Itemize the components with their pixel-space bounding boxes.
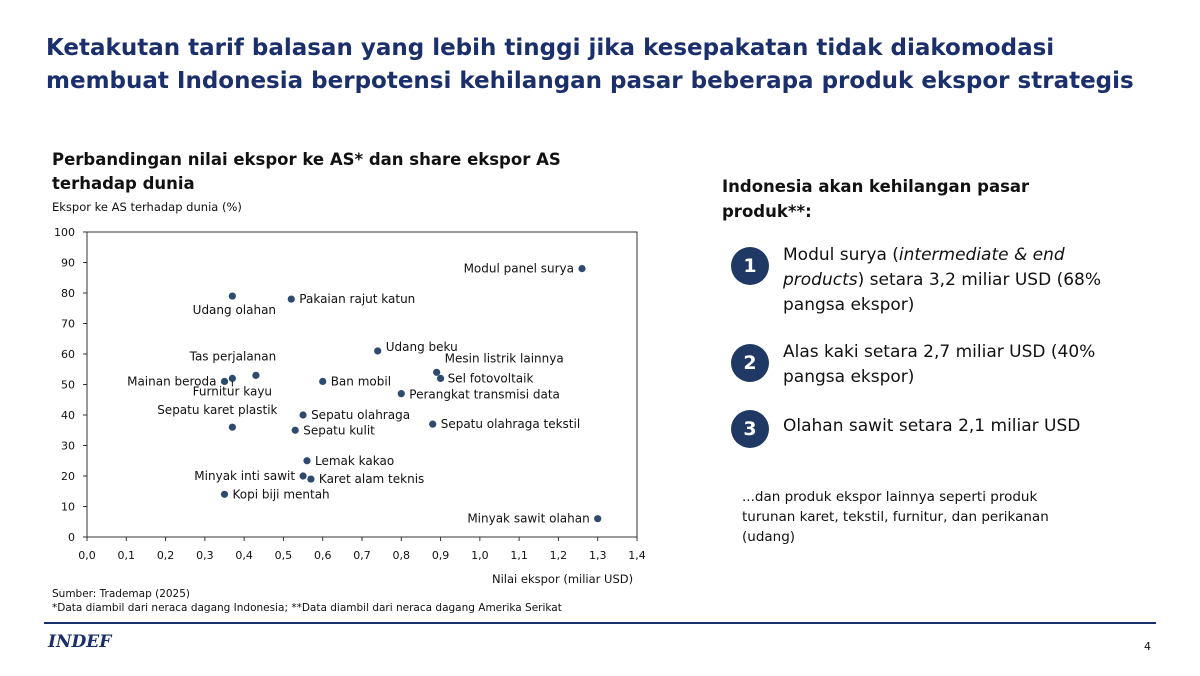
- scatter-point: [292, 427, 299, 434]
- page-title-line-2: membuat Indonesia berpotensi kehilangan pasar beberapa produk ekspor strategis: [46, 68, 1134, 94]
- loss-item-1-text-italic: intermediate & end products: [783, 245, 1065, 290]
- page-number: 4: [1144, 640, 1151, 653]
- other-products-note: ...dan produk ekspor lainnya seperti produk turunan karet, tekstil, furnitur, dan perikanan (udang): [742, 489, 1049, 545]
- loss-item-1-text-a: Modul surya (: [783, 245, 899, 265]
- panel-title: [722, 174, 1082, 224]
- scatter-point: [594, 515, 601, 522]
- point-label: Sepatu olahraga: [311, 408, 411, 422]
- loss-item-1-text: [783, 243, 1123, 318]
- y-tick-label: 0: [68, 531, 75, 544]
- scatter-point: [433, 369, 440, 376]
- scatter-point: [299, 472, 306, 479]
- scatter-point: [398, 390, 405, 397]
- point-label: Udang beku: [385, 339, 458, 354]
- x-tick-label: 1,0: [471, 549, 489, 562]
- loss-item-2: [731, 340, 1123, 390]
- loss-item-3-text: Olahan sawit setara 2,1 miliar USD: [783, 416, 1081, 436]
- y-tick-label: 90: [61, 256, 75, 270]
- point-label: Mesin listrik lainnya: [444, 351, 564, 366]
- source-note: Sumber: Trademap (2025): [52, 588, 191, 600]
- point-label: Lemak kakao: [315, 453, 395, 468]
- x-tick-label: 0,1: [117, 549, 136, 562]
- y-tick-label: 70: [61, 317, 75, 331]
- scatter-point: [437, 375, 444, 382]
- number-badge-3: 3: [731, 410, 769, 448]
- scatter-point: [229, 292, 236, 299]
- x-axis-label: Nilai ekspor (miliar USD): [492, 572, 634, 586]
- point-label: Sel fotovoltaik: [447, 371, 534, 386]
- footnote: *Data diambil dari neraca dagang Indonesia; **Data diambil dari neraca dagang Amerika Serikat: [52, 602, 562, 614]
- x-tick-label: 0,7: [353, 549, 371, 562]
- x-tick-label: 0,0: [78, 549, 96, 562]
- number-badge-1: 1: [731, 247, 769, 285]
- panel-title-line-2: produk**:: [722, 202, 812, 221]
- y-tick-label: 80: [61, 287, 75, 300]
- point-label: Ban mobil: [330, 374, 392, 389]
- x-tick-label: 0,5: [274, 549, 293, 562]
- point-label: Furnitur kayu: [192, 384, 273, 399]
- x-tick-label: 0,6: [313, 549, 332, 562]
- point-label: Sepatu kulit: [303, 423, 375, 438]
- y-axis-label: Ekspor ke AS terhadap dunia (%): [52, 200, 242, 214]
- point-label: Udang olahan: [192, 303, 277, 318]
- scatter-chart: [0, 0, 660, 580]
- loss-item-2-text: Alas kaki setara 2,7 miliar USD (40% pangsa ekspor): [783, 342, 1096, 387]
- scatter-point: [299, 411, 306, 418]
- x-tick-label: 0,2: [156, 549, 175, 562]
- x-tick-label: 1,3: [588, 549, 607, 562]
- loss-item-1-text-b: ) setara 3,2 miliar USD (68% pangsa ekspor): [783, 270, 1101, 315]
- scatter-point: [229, 424, 236, 431]
- x-tick-label: 0,8: [392, 549, 411, 562]
- x-tick-label: 0,9: [431, 549, 450, 562]
- x-tick-label: 0,4: [235, 549, 253, 562]
- y-tick-label: 60: [61, 348, 75, 361]
- scatter-point: [221, 491, 228, 498]
- point-label: Perangkat transmisi data: [409, 387, 560, 402]
- number-badge-2: 2: [731, 344, 769, 382]
- point-label: Mainan beroda: [127, 374, 217, 389]
- y-tick-label: 10: [61, 500, 75, 514]
- y-tick-label: 50: [61, 378, 75, 392]
- loss-item-3: [731, 410, 1123, 448]
- x-tick-label: 1,2: [549, 549, 568, 562]
- page-title-line-1: Ketakutan tarif balasan yang lebih tinggi jika kesepakatan tidak diakomodasi: [46, 35, 1055, 61]
- point-label: Karet alam teknis: [318, 472, 425, 487]
- chart-title-line-1: Perbandingan nilai ekspor ke AS* dan share ekspor AS: [52, 150, 561, 169]
- loss-item-1: [731, 243, 1123, 318]
- y-tick-label: 20: [61, 470, 75, 483]
- panel-title-line-1: Indonesia akan kehilangan pasar: [722, 177, 1030, 196]
- scatter-point: [229, 375, 236, 382]
- footer-divider: [44, 622, 1156, 624]
- y-tick-label: 100: [54, 226, 75, 239]
- brand-logo: INDEF: [48, 632, 112, 652]
- scatter-point: [319, 378, 326, 385]
- point-label: Minyak inti sawit: [194, 469, 296, 483]
- point-label: Modul panel surya: [463, 261, 574, 276]
- point-label: Kopi biji mentah: [232, 487, 330, 502]
- scatter-point: [429, 421, 436, 428]
- point-label: Tas perjalanan: [189, 349, 277, 364]
- scatter-point: [578, 265, 585, 272]
- point-label: Sepatu olahraga tekstil: [440, 417, 581, 432]
- x-tick-label: 1,4: [628, 549, 646, 562]
- point-label: Sepatu karet plastik: [157, 403, 278, 418]
- scatter-point: [307, 475, 314, 482]
- y-tick-label: 30: [61, 439, 75, 453]
- x-tick-label: 0,3: [196, 549, 214, 562]
- chart-title-line-2: terhadap dunia: [52, 174, 195, 193]
- y-tick-label: 40: [61, 409, 75, 422]
- point-label: Minyak sawit olahan: [467, 511, 590, 526]
- scatter-point: [252, 372, 259, 379]
- x-tick-label: 1,1: [510, 549, 528, 562]
- scatter-point: [303, 457, 310, 464]
- scatter-point: [288, 296, 295, 303]
- point-label: Pakaian rajut katun: [299, 292, 416, 307]
- scatter-point: [374, 347, 381, 354]
